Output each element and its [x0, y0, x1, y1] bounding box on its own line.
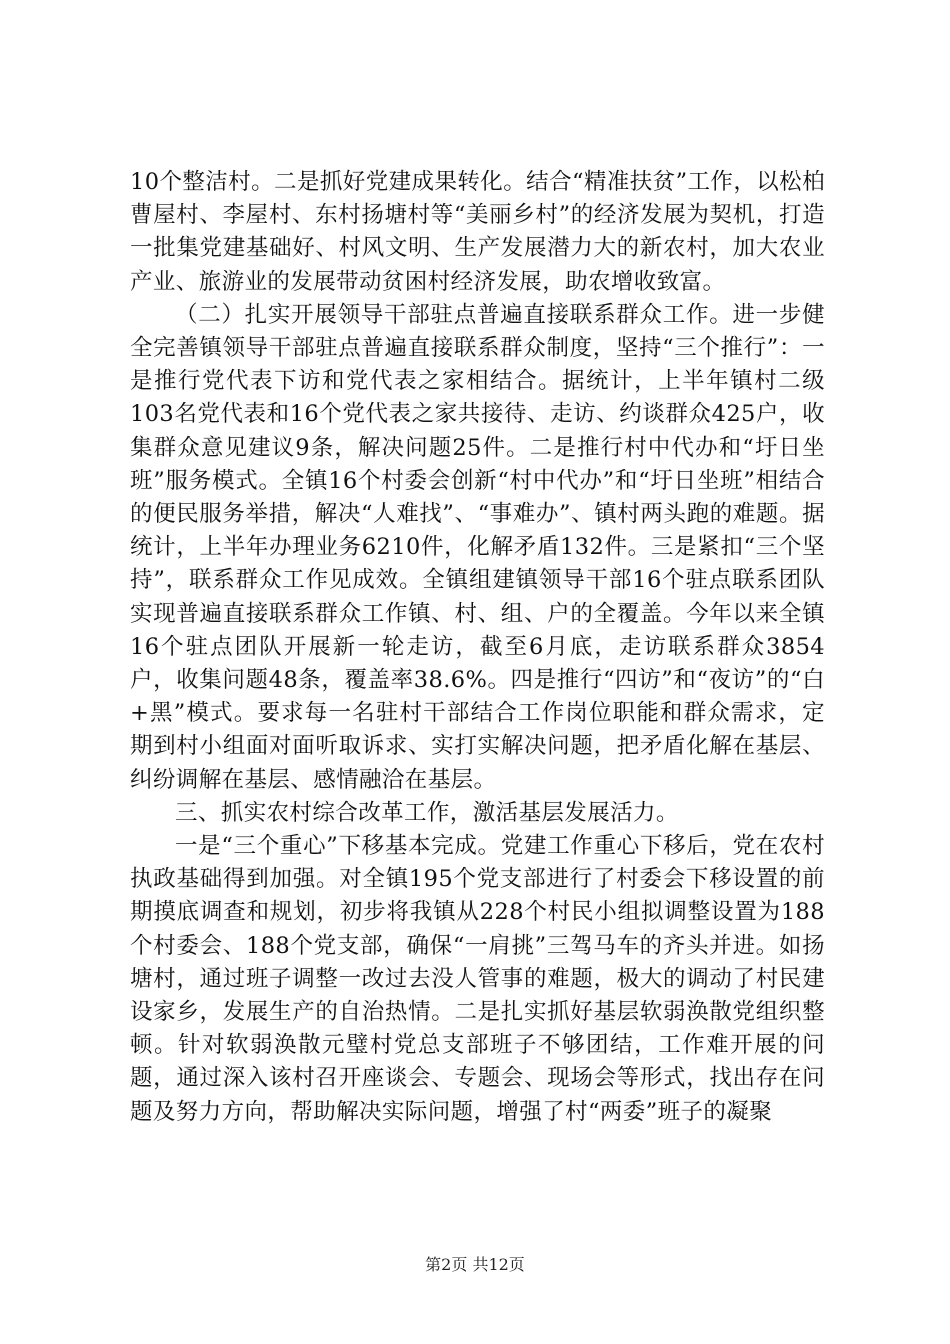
- section-heading: 三、抓实农村综合改革工作，激活基层发展活力。: [175, 799, 679, 826]
- paragraph-1: 10个整洁村。二是抓好党建成果转化。结合“精准扶贫”工作，以松柏曹屋村、李屋村、东村扬塘村等“美丽乡村”的经济发展为契机，打造一批集党建基础好、村风文明、生产发展潜力大的新农村，加大农业产业、旅游业的发展带动贫困村经济发展，助农增收致富。: [130, 169, 825, 295]
- document-body: [130, 166, 825, 1129]
- paragraph-2: （二）扎实开展领导干部驻点普遍直接联系群众工作。进一步健全完善镇领导干部驻点普遍直接联系群众制度，坚持“三个推行”：一是推行党代表下访和党代表之家相结合。据统计，上半年镇村二级103名党代表和16个党代表之家共接待、走访、约谈群众425户，收集群众意见建议9条，解决问题25件。二是推行村中代办和“圩日坐班”服务模式。全镇16个村委会创新“村中代办”和“圩日坐班”相结合的便民服务举措，解决“人难找”、“事难办”、镇村两头跑的难题。据统计，上半年办理业务6210件，化解矛盾132件。三是紧扣“三个坚持”，联系群众工作见成效。全镇组建镇领导干部16个驻点联系团队实现普遍直接联系群众工作镇、村、组、户的全覆盖。今年以来全镇16个驻点团队开展新一轮走访，截至6月底，走访联系群众3854户，收集问题48条，覆盖率38.6%。四是推行“四访”和“夜访”的“白+黑”模式。要求每一名驻村干部结合工作岗位职能和群众需求，定期到村小组面对面听取诉求、实打实解决问题，把矛盾化解在基层、纠纷调解在基层、感情融洽在基层。: [130, 301, 825, 793]
- page-number: 第2页 共12页: [425, 1255, 525, 1274]
- paragraph-3: 一是“三个重心”下移基本完成。党建工作重心下移后，党在农村执政基础得到加强。对全镇195个党支部进行了村委会下移设置的前期摸底调查和规划，初步将我镇从228个村民小组拟调整设置为188个村委会、188个党支部，确保“一肩挑”三驾马车的齐头并进。如扬塘村，通过班子调整一改过去没人管事的难题，极大的调动了村民建设家乡，发展生产的自治热情。二是扎实抓好基层软弱涣散党组织整顿。针对软弱涣散元璧村党总支部班子不够团结，工作难开展的问题，通过深入该村召开座谈会、专题会、现场会等形式，找出存在问题及努力方向，帮助解决实际问题，增强了村“两委”班子的凝聚: [130, 833, 825, 1125]
